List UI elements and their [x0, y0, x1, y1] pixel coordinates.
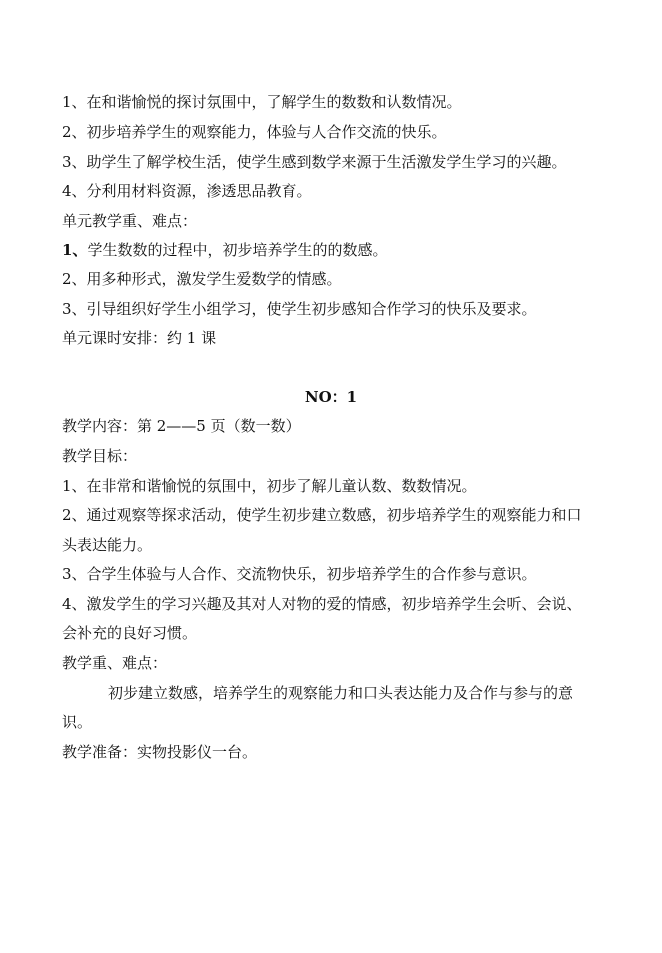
unit-key-point-3 — [62, 299, 537, 319]
unit-objective-3: 3、助学生了解学校生活，使学生感到数学来源于生活激发学生学习的兴趣。 — [62, 153, 567, 171]
lesson-key-heading: 教学重、难点： — [62, 654, 168, 672]
lesson-goal-3: 3、合学生体验与人合作、交流物快乐，初步培养学生的合作参与意识。 — [62, 565, 537, 583]
lesson-key-text-continued: 识。 — [62, 713, 93, 731]
unit-schedule: 单元课时安排：约 1 课 — [62, 329, 217, 347]
lesson-title: NO：1 — [304, 388, 358, 406]
key-point-text: 用多种形式，激发学生爱数学的情感。 — [86, 270, 342, 288]
unit-objective-4: 4、分利用材料资源，渗透思品教育。 — [62, 182, 312, 200]
lesson-preparation: 教学准备：实物投影仪一台。 — [62, 743, 258, 761]
lesson-goal-2: 2、通过观察等探求活动，使学生初步建立数感，初步培养学生的观察能力和口 — [62, 506, 582, 524]
key-point-text: 引导组织好学生小组学习，使学生初步感知合作学习的快乐及要求。 — [86, 300, 537, 318]
lesson-goal-2-continued: 头表达能力。 — [62, 536, 153, 554]
key-point-number: 2、 — [62, 270, 87, 288]
lesson-goals-heading: 教学目标： — [62, 447, 138, 465]
key-point-number: 1、 — [62, 241, 88, 259]
unit-objective-2: 2、初步培养学生的观察能力，体验与人合作交流的快乐。 — [62, 123, 447, 141]
key-point-number: 3、 — [62, 300, 87, 318]
lesson-goal-4-continued: 会补充的良好习惯。 — [62, 624, 198, 642]
unit-objective-1: 1、在和谐愉悦的探讨氛围中，了解学生的数数和认数情况。 — [62, 93, 462, 111]
unit-key-point-2 — [62, 269, 342, 289]
unit-key-point-1 — [62, 240, 387, 260]
key-point-text: 学生数数的过程中，初步培养学生的的数感。 — [87, 241, 388, 259]
lesson-goal-1: 1、在非常和谐愉悦的氛围中，初步了解儿童认数、数数情况。 — [62, 477, 477, 495]
lesson-key-text: 初步建立数感，培养学生的观察能力和口头表达能力及合作与参与的意 — [108, 684, 574, 702]
lesson-goal-4: 4、激发学生的学习兴趣及其对人对物的爱的情感，初步培养学生会听、会说、 — [62, 595, 582, 613]
unit-key-points-heading: 单元教学重、难点： — [62, 212, 198, 230]
lesson-content: 教学内容：第 2——5 页（数一数） — [62, 417, 301, 435]
